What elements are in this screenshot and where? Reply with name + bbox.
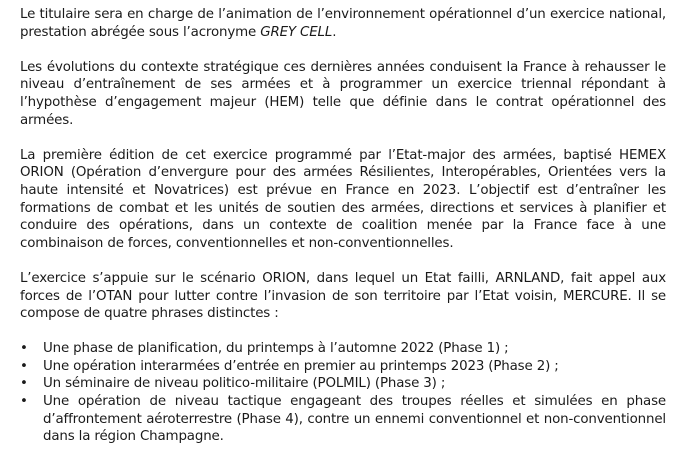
paragraph-scenario: L’exercice s’appuie sur le scénario ORION, dans lequel un Etat failli, ARNLAND, fait appel aux forces de l’OTAN pour lutter contre l’invasion de son territoire par l’Etat voisin, MERCURE. Il se compose de quatre phrases distinctes : [20,270,666,322]
bullet-icon: • [20,341,28,357]
list-item [20,358,666,376]
paragraph-intro-text: Le titulaire sera en charge de l’animation de l’environnement opérationnel d’un exercice national, prestation abrégée sous l’acronyme [20,7,666,40]
bullet-icon: • [20,376,28,392]
document-body [20,6,666,446]
phase-text: Une phase de planification, du printemps à l’automne 2022 (Phase 1) ; [43,341,509,357]
paragraph-intro-period: . [332,24,337,40]
paragraph-intro [20,6,666,41]
phase-text: Une opération de niveau tactique engageant des troupes réelles et simulées en phase d’affrontement aéroterrestre (Phase 4), contre un ennemi conventionnel et non-conventionnel dans la région Champagne. [43,394,666,445]
phases-list [20,340,666,446]
list-item [20,393,666,446]
paragraph-context: Les évolutions du contexte stratégique ces dernières années conduisent la France à rehausser le niveau d’entraînement de ses armées et à programmer un exercice triennal répondant à l’hypothèse d’engagement majeur (HEM) telle que définie dans le contrat opérationnel des armées. [20,59,666,128]
bullet-icon: • [20,394,28,410]
paragraph-hemex-orion: La première édition de cet exercice programmé par l’Etat-major des armées, baptisé HEMEX ORION (Opération d’envergure pour des armées Résilientes, Interopérables, Orientées vers la haute intensité et Novatrices) est prévue en France en 2023. L’objectif est d’entraîner les formations de combat et les unités de soutien des armées, directions et services à planifier et conduire des opérations, dans un contexte de coalition menée par la France face à une combinaison de forces, conventionnelles et non-conventionnelles. [20,147,666,251]
bullet-icon: • [20,358,28,374]
phase-text: Une opération interarmées d’entrée en premier au printemps 2023 (Phase 2) ; [43,358,559,374]
list-item [20,375,666,393]
phase-text: Un séminaire de niveau politico-militaire (POLMIL) (Phase 3) ; [43,376,446,392]
list-item [20,340,666,358]
grey-cell-acronym: GREY CELL [260,24,333,40]
